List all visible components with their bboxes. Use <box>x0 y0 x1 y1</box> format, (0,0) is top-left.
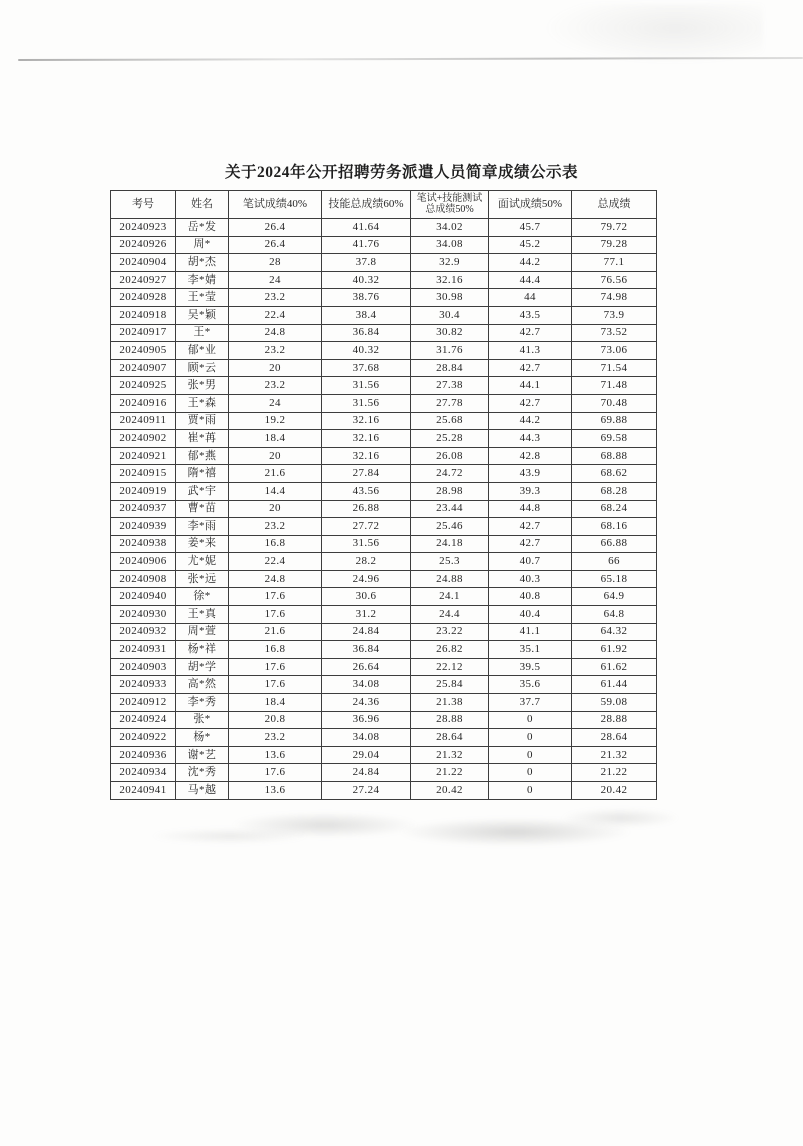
score-cell: 44 <box>489 289 572 307</box>
score-cell: 36.96 <box>322 711 411 729</box>
score-cell: 24 <box>229 271 322 289</box>
score-cell: 44.8 <box>489 500 572 518</box>
score-cell: 42.7 <box>489 535 572 553</box>
score-cell: 24.4 <box>411 606 489 624</box>
score-cell: 28.88 <box>572 711 657 729</box>
score-cell: 77.1 <box>572 254 657 272</box>
score-cell: 23.2 <box>229 518 322 536</box>
score-cell: 顾*云 <box>176 359 229 377</box>
score-cell: 68.16 <box>572 518 657 536</box>
score-cell: 16.8 <box>229 641 322 659</box>
score-cell: 20240926 <box>111 236 176 254</box>
table-row <box>111 394 657 412</box>
score-cell: 武*宇 <box>176 482 229 500</box>
score-cell: 王*莹 <box>176 289 229 307</box>
score-cell: 李*秀 <box>176 694 229 712</box>
score-cell: 20240906 <box>111 553 176 571</box>
score-cell: 42.7 <box>489 324 572 342</box>
table-row <box>111 254 657 272</box>
score-cell: 34.02 <box>411 219 489 237</box>
score-cell: 0 <box>489 764 572 782</box>
score-cell: 胡*杰 <box>176 254 229 272</box>
score-cell: 24 <box>229 394 322 412</box>
score-cell: 43.56 <box>322 482 411 500</box>
score-cell: 尤*妮 <box>176 553 229 571</box>
score-cell: 27.84 <box>322 465 411 483</box>
score-cell: 0 <box>489 782 572 800</box>
table-row <box>111 676 657 694</box>
score-cell: 20240941 <box>111 782 176 800</box>
header-row <box>111 191 657 219</box>
score-cell: 35.6 <box>489 676 572 694</box>
score-cell: 23.2 <box>229 289 322 307</box>
score-cell: 0 <box>489 729 572 747</box>
score-cell: 28.98 <box>411 482 489 500</box>
score-cell: 20240939 <box>111 518 176 536</box>
score-cell: 23.2 <box>229 342 322 360</box>
score-table <box>110 190 657 800</box>
score-cell: 周* <box>176 236 229 254</box>
score-cell: 王* <box>176 324 229 342</box>
score-cell: 23.2 <box>229 377 322 395</box>
score-cell: 20240931 <box>111 641 176 659</box>
score-cell: 40.32 <box>322 342 411 360</box>
score-cell: 17.6 <box>229 606 322 624</box>
table-row <box>111 535 657 553</box>
score-cell: 36.84 <box>322 641 411 659</box>
score-cell: 24.1 <box>411 588 489 606</box>
score-cell: 张*远 <box>176 570 229 588</box>
score-cell: 41.3 <box>489 342 572 360</box>
score-cell: 25.3 <box>411 553 489 571</box>
score-cell: 19.2 <box>229 412 322 430</box>
score-cell: 40.8 <box>489 588 572 606</box>
score-cell: 谢*艺 <box>176 746 229 764</box>
score-cell: 61.92 <box>572 641 657 659</box>
score-cell: 32.16 <box>411 271 489 289</box>
column-header: 面试成绩50% <box>489 191 572 219</box>
score-cell: 20.42 <box>411 782 489 800</box>
score-cell: 20240916 <box>111 394 176 412</box>
table-row <box>111 623 657 641</box>
score-cell: 21.22 <box>411 764 489 782</box>
table-row <box>111 782 657 800</box>
score-cell: 杨* <box>176 729 229 747</box>
table-row <box>111 359 657 377</box>
score-cell: 20240934 <box>111 764 176 782</box>
score-cell: 31.56 <box>322 377 411 395</box>
score-cell: 71.48 <box>572 377 657 395</box>
score-cell: 0 <box>489 746 572 764</box>
score-cell: 崔*苒 <box>176 430 229 448</box>
score-cell: 39.5 <box>489 658 572 676</box>
score-cell: 曹*苗 <box>176 500 229 518</box>
table-row <box>111 465 657 483</box>
score-cell: 17.6 <box>229 588 322 606</box>
score-cell: 23.22 <box>411 623 489 641</box>
score-cell: 24.36 <box>322 694 411 712</box>
score-cell: 79.28 <box>572 236 657 254</box>
score-cell: 31.56 <box>322 394 411 412</box>
score-cell: 44.2 <box>489 412 572 430</box>
column-header: 技能总成绩60% <box>322 191 411 219</box>
score-cell: 74.98 <box>572 289 657 307</box>
score-cell: 20240912 <box>111 694 176 712</box>
score-cell: 32.16 <box>322 412 411 430</box>
score-cell: 34.08 <box>322 729 411 747</box>
score-cell: 17.6 <box>229 764 322 782</box>
score-cell: 20 <box>229 447 322 465</box>
score-cell: 64.9 <box>572 588 657 606</box>
score-cell: 42.7 <box>489 359 572 377</box>
score-cell: 岳*发 <box>176 219 229 237</box>
scan-noise-top-right <box>543 4 763 64</box>
score-cell: 25.68 <box>411 412 489 430</box>
scan-smudge <box>150 828 310 844</box>
score-cell: 41.1 <box>489 623 572 641</box>
score-cell: 24.18 <box>411 535 489 553</box>
score-cell: 40.4 <box>489 606 572 624</box>
score-cell: 44.3 <box>489 430 572 448</box>
score-cell: 高*然 <box>176 676 229 694</box>
score-cell: 20240925 <box>111 377 176 395</box>
table-row <box>111 324 657 342</box>
score-cell: 17.6 <box>229 676 322 694</box>
score-cell: 沈*秀 <box>176 764 229 782</box>
score-cell: 31.2 <box>322 606 411 624</box>
score-cell: 张* <box>176 711 229 729</box>
score-cell: 郁*燕 <box>176 447 229 465</box>
score-cell: 32.9 <box>411 254 489 272</box>
score-cell: 28.2 <box>322 553 411 571</box>
score-cell: 姜*来 <box>176 535 229 553</box>
score-cell: 20 <box>229 500 322 518</box>
score-cell: 66.88 <box>572 535 657 553</box>
score-cell: 24.84 <box>322 623 411 641</box>
score-cell: 28.64 <box>572 729 657 747</box>
score-cell: 65.18 <box>572 570 657 588</box>
column-header: 笔试+技能测试总成绩50% <box>411 191 489 219</box>
score-cell: 35.1 <box>489 641 572 659</box>
score-cell: 20240908 <box>111 570 176 588</box>
score-cell: 25.46 <box>411 518 489 536</box>
score-cell: 32.16 <box>322 430 411 448</box>
score-cell: 20.8 <box>229 711 322 729</box>
score-cell: 28.84 <box>411 359 489 377</box>
score-cell: 28.88 <box>411 711 489 729</box>
score-cell: 22.4 <box>229 553 322 571</box>
table-row <box>111 236 657 254</box>
score-cell: 20240921 <box>111 447 176 465</box>
score-cell: 73.06 <box>572 342 657 360</box>
score-cell: 37.68 <box>322 359 411 377</box>
table-row <box>111 500 657 518</box>
score-cell: 胡*学 <box>176 658 229 676</box>
column-header: 考号 <box>111 191 176 219</box>
score-cell: 20240902 <box>111 430 176 448</box>
score-cell: 29.04 <box>322 746 411 764</box>
score-cell: 20240904 <box>111 254 176 272</box>
score-cell: 73.52 <box>572 324 657 342</box>
score-cell: 20240940 <box>111 588 176 606</box>
score-cell: 李*婧 <box>176 271 229 289</box>
score-cell: 18.4 <box>229 430 322 448</box>
score-cell: 25.84 <box>411 676 489 694</box>
score-cell: 40.32 <box>322 271 411 289</box>
score-cell: 17.6 <box>229 658 322 676</box>
score-cell: 26.64 <box>322 658 411 676</box>
score-cell: 30.6 <box>322 588 411 606</box>
score-cell: 郁*业 <box>176 342 229 360</box>
score-cell: 20240937 <box>111 500 176 518</box>
score-cell: 26.4 <box>229 219 322 237</box>
score-cell: 66 <box>572 553 657 571</box>
score-cell: 杨*祥 <box>176 641 229 659</box>
table-row <box>111 377 657 395</box>
score-cell: 61.44 <box>572 676 657 694</box>
score-cell: 张*男 <box>176 377 229 395</box>
score-cell: 20240919 <box>111 482 176 500</box>
score-cell: 39.3 <box>489 482 572 500</box>
score-cell: 28.64 <box>411 729 489 747</box>
score-cell: 70.48 <box>572 394 657 412</box>
score-cell: 0 <box>489 711 572 729</box>
score-cell: 27.38 <box>411 377 489 395</box>
score-cell: 34.08 <box>322 676 411 694</box>
score-cell: 68.28 <box>572 482 657 500</box>
table-row <box>111 729 657 747</box>
table-row <box>111 342 657 360</box>
table-row <box>111 588 657 606</box>
score-cell: 44.2 <box>489 254 572 272</box>
table-row <box>111 553 657 571</box>
score-cell: 69.58 <box>572 430 657 448</box>
score-cell: 68.24 <box>572 500 657 518</box>
scan-smudge <box>560 808 680 828</box>
score-cell: 24.84 <box>322 764 411 782</box>
score-cell: 31.76 <box>411 342 489 360</box>
score-cell: 21.32 <box>411 746 489 764</box>
score-cell: 22.12 <box>411 658 489 676</box>
score-cell: 马*越 <box>176 782 229 800</box>
score-cell: 69.88 <box>572 412 657 430</box>
table-row <box>111 694 657 712</box>
score-cell: 24.72 <box>411 465 489 483</box>
score-cell: 吴*颖 <box>176 306 229 324</box>
score-cell: 23.44 <box>411 500 489 518</box>
score-cell: 36.84 <box>322 324 411 342</box>
table-row <box>111 606 657 624</box>
score-cell: 45.2 <box>489 236 572 254</box>
score-cell: 38.76 <box>322 289 411 307</box>
table-row <box>111 764 657 782</box>
score-cell: 64.8 <box>572 606 657 624</box>
score-cell: 26.82 <box>411 641 489 659</box>
table-row <box>111 447 657 465</box>
score-cell: 贾*雨 <box>176 412 229 430</box>
score-cell: 31.56 <box>322 535 411 553</box>
score-cell: 16.8 <box>229 535 322 553</box>
score-cell: 42.7 <box>489 518 572 536</box>
score-cell: 38.4 <box>322 306 411 324</box>
score-cell: 13.6 <box>229 746 322 764</box>
score-cell: 李*雨 <box>176 518 229 536</box>
table-row <box>111 271 657 289</box>
score-cell: 13.6 <box>229 782 322 800</box>
score-cell: 20240932 <box>111 623 176 641</box>
score-cell: 73.9 <box>572 306 657 324</box>
score-cell: 44.1 <box>489 377 572 395</box>
score-cell: 24.8 <box>229 324 322 342</box>
score-cell: 20240923 <box>111 219 176 237</box>
score-cell: 30.98 <box>411 289 489 307</box>
score-cell: 26.4 <box>229 236 322 254</box>
table-row <box>111 412 657 430</box>
score-cell: 20240922 <box>111 729 176 747</box>
table-header <box>111 191 657 219</box>
score-cell: 20240927 <box>111 271 176 289</box>
score-cell: 27.24 <box>322 782 411 800</box>
score-cell: 20240917 <box>111 324 176 342</box>
score-cell: 68.62 <box>572 465 657 483</box>
score-cell: 20240918 <box>111 306 176 324</box>
score-cell: 30.4 <box>411 306 489 324</box>
table-row <box>111 746 657 764</box>
score-cell: 61.62 <box>572 658 657 676</box>
column-header: 总成绩 <box>572 191 657 219</box>
score-cell: 42.8 <box>489 447 572 465</box>
score-cell: 24.88 <box>411 570 489 588</box>
table-row <box>111 219 657 237</box>
score-cell: 25.28 <box>411 430 489 448</box>
score-cell: 隋*禧 <box>176 465 229 483</box>
score-cell: 42.7 <box>489 394 572 412</box>
score-cell: 43.5 <box>489 306 572 324</box>
score-cell: 34.08 <box>411 236 489 254</box>
score-cell: 20240905 <box>111 342 176 360</box>
table-row <box>111 289 657 307</box>
score-cell: 周*萱 <box>176 623 229 641</box>
score-cell: 20240938 <box>111 535 176 553</box>
score-cell: 64.32 <box>572 623 657 641</box>
score-cell: 20240924 <box>111 711 176 729</box>
table-row <box>111 658 657 676</box>
score-cell: 21.32 <box>572 746 657 764</box>
page-title: 关于2024年公开招聘劳务派遣人员简章成绩公示表 <box>224 164 578 181</box>
score-cell: 41.76 <box>322 236 411 254</box>
table-row <box>111 711 657 729</box>
table-row <box>111 518 657 536</box>
score-cell: 32.16 <box>322 447 411 465</box>
score-cell: 20240903 <box>111 658 176 676</box>
score-cell: 24.96 <box>322 570 411 588</box>
table-row <box>111 641 657 659</box>
score-cell: 76.56 <box>572 271 657 289</box>
score-cell: 41.64 <box>322 219 411 237</box>
score-cell: 71.54 <box>572 359 657 377</box>
score-cell: 79.72 <box>572 219 657 237</box>
score-cell: 王*真 <box>176 606 229 624</box>
score-cell: 45.7 <box>489 219 572 237</box>
score-cell: 20240911 <box>111 412 176 430</box>
table-row <box>111 306 657 324</box>
score-cell: 21.22 <box>572 764 657 782</box>
score-cell: 21.6 <box>229 623 322 641</box>
score-cell: 20240928 <box>111 289 176 307</box>
score-cell: 27.72 <box>322 518 411 536</box>
score-cell: 28 <box>229 254 322 272</box>
score-cell: 43.9 <box>489 465 572 483</box>
score-cell: 20240936 <box>111 746 176 764</box>
score-cell: 20240933 <box>111 676 176 694</box>
score-cell: 68.88 <box>572 447 657 465</box>
score-cell: 21.6 <box>229 465 322 483</box>
score-cell: 徐* <box>176 588 229 606</box>
score-cell: 26.88 <box>322 500 411 518</box>
table-row <box>111 570 657 588</box>
score-cell: 22.4 <box>229 306 322 324</box>
table-body <box>111 219 657 800</box>
score-cell: 20240915 <box>111 465 176 483</box>
table-row <box>111 430 657 448</box>
score-cell: 59.08 <box>572 694 657 712</box>
score-cell: 27.78 <box>411 394 489 412</box>
score-cell: 14.4 <box>229 482 322 500</box>
score-cell: 20240907 <box>111 359 176 377</box>
score-cell: 20240930 <box>111 606 176 624</box>
table-row <box>111 482 657 500</box>
score-cell: 37.8 <box>322 254 411 272</box>
column-header: 姓名 <box>176 191 229 219</box>
column-header: 笔试成绩40% <box>229 191 322 219</box>
score-cell: 37.7 <box>489 694 572 712</box>
score-cell: 26.08 <box>411 447 489 465</box>
score-cell: 23.2 <box>229 729 322 747</box>
score-cell: 20.42 <box>572 782 657 800</box>
score-cell: 20 <box>229 359 322 377</box>
score-cell: 40.3 <box>489 570 572 588</box>
score-cell: 18.4 <box>229 694 322 712</box>
score-cell: 王*森 <box>176 394 229 412</box>
score-cell: 21.38 <box>411 694 489 712</box>
score-cell: 24.8 <box>229 570 322 588</box>
score-cell: 44.4 <box>489 271 572 289</box>
score-cell: 30.82 <box>411 324 489 342</box>
score-cell: 40.7 <box>489 553 572 571</box>
